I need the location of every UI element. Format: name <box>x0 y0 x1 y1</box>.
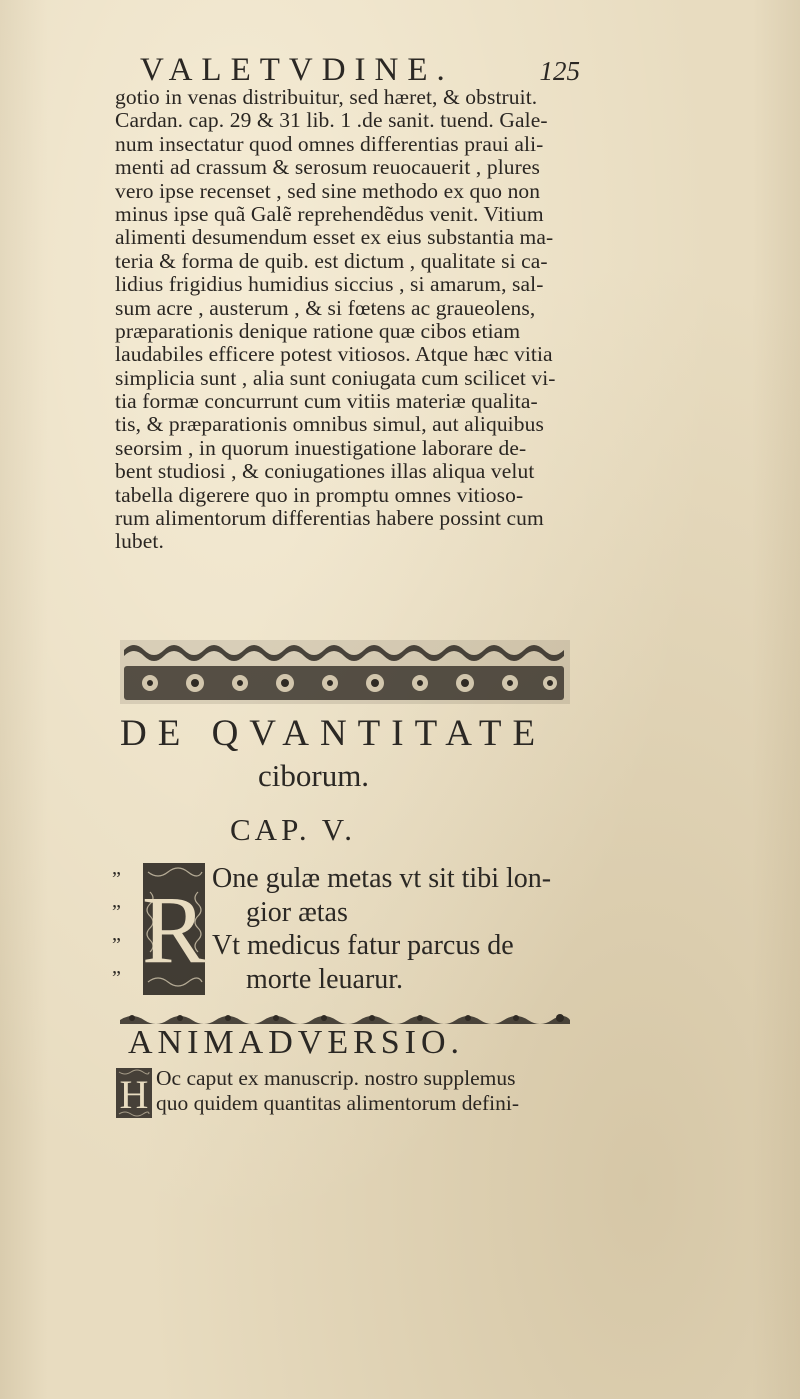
text-line: tia formæ concurrunt cum vitiis materiæ qualita- <box>115 390 538 414</box>
text-line: lidius frigidius humidius siccius , si amarum, sal- <box>115 273 544 297</box>
verse-line: One gulæ metas vt sit tibi lon- <box>212 863 552 894</box>
running-head-title: VALETVDINE. <box>140 52 454 88</box>
verse-quote-marks <box>112 868 142 1000</box>
quote-mark: ” <box>112 868 121 890</box>
text-line: laudabiles efficere potest vitiosos. Atque hæc vitia <box>115 343 553 367</box>
verse-line: morte leuarur. <box>246 963 404 995</box>
chapter-title: DE QVANTITATE <box>120 713 547 754</box>
text-line: bent studiosi , & coniugationes illas aliqua velut <box>115 460 535 484</box>
verse-line: gior ætas <box>246 896 348 928</box>
text-line: Cardan. cap. 29 & 31 lib. 1 .de sanit. tuend. Gale- <box>115 109 548 133</box>
text-line: lubet. <box>115 530 164 554</box>
text-line: præparationis denique ratione quæ cibos etiam <box>115 319 521 343</box>
text-line: gotio in venas distribuitur, sed hæret, & obstruit. <box>115 86 538 109</box>
text-line: minus ipse quã Galẽ reprehendẽdus venit. Vitium <box>115 202 544 226</box>
chapter-subtitle: ciborum. <box>258 758 370 793</box>
text-line: menti ad crassum & serosum reuocauerit , plures <box>115 156 541 180</box>
ornamental-band <box>120 640 570 704</box>
text-line: seorsim , in quorum inuestigatione laborare de- <box>115 436 527 460</box>
svg-text:H: H <box>119 1072 149 1117</box>
text-line: vero ipse recenset , sed sine methodo ex quo non <box>115 179 541 203</box>
text-line: simplicia sunt , alia sunt coniugata cum scilicet vi- <box>115 366 556 390</box>
quote-mark: ” <box>112 967 121 989</box>
text-line: rum alimentorum differentias habere possint cum <box>115 507 544 531</box>
text-line: alimenti desumendum esset ex eius substantia ma- <box>115 226 554 250</box>
animadversio-heading: ANIMADVERSIO. <box>128 1024 465 1061</box>
quote-mark: ” <box>112 934 121 956</box>
chapter-number: CAP. V. <box>230 812 356 847</box>
text-line: teria & forma de quib. est dictum , qualitate si ca- <box>115 249 548 273</box>
text-line: sum acre , austerum , & si fœtens ac graueolens, <box>115 296 536 320</box>
svg-text:R: R <box>142 876 206 983</box>
verse-block <box>212 862 582 996</box>
page-number: 125 <box>539 56 580 86</box>
animadversio-text <box>156 1066 576 1116</box>
text-line: num insectatur quod omnes differentias praui ali- <box>115 132 544 156</box>
text-line: tabella digerere quo in promptu omnes vitioso- <box>115 483 524 507</box>
quote-mark: ” <box>112 901 121 923</box>
text-line: Oc caput ex manuscrip. nostro supplemus <box>156 1066 516 1090</box>
body-paragraph <box>115 86 575 554</box>
text-line: quo quidem quantitas alimentorum defini- <box>156 1091 520 1115</box>
text-line: tis, & præparationis omnibus simul, aut aliquibus <box>115 413 544 437</box>
decorated-initial-r-icon <box>142 862 206 996</box>
decorated-initial-h-icon <box>116 1068 152 1118</box>
verse-line: Vt medicus fatur parcus de <box>212 930 514 961</box>
